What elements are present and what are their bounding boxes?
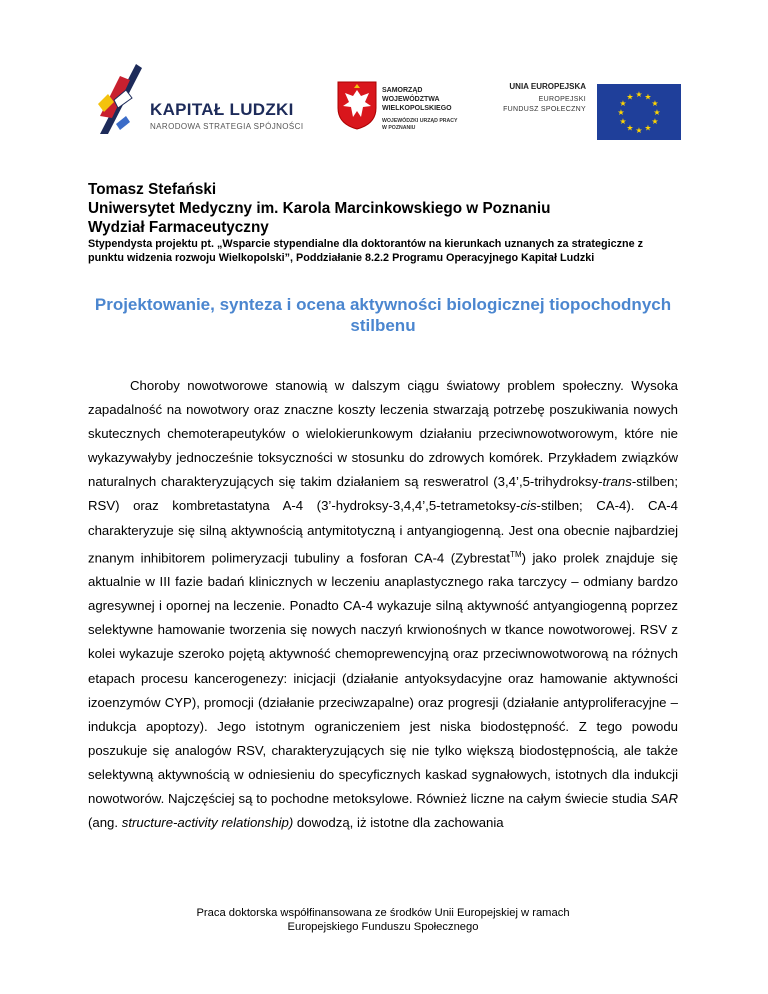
kapital-ludzki-title: KAPITAŁ LUDZKI xyxy=(150,100,294,119)
kapital-ludzki-emblem-icon xyxy=(96,64,148,136)
wup-line2: W POZNANIU xyxy=(382,124,416,131)
svg-text:★: ★ xyxy=(635,90,643,99)
kapital-ludzki-subtitle: NARODOWA STRATEGIA SPÓJNOŚCI xyxy=(150,122,304,131)
body-text-6: dowodzą, iż istotne dla zachowania xyxy=(293,815,504,831)
sar-full-italic: structure-activity relationship) xyxy=(121,815,294,831)
svg-text:★: ★ xyxy=(619,117,627,126)
svg-text:★: ★ xyxy=(644,92,652,102)
footer-line2: Europejskiego Funduszu Społecznego xyxy=(287,921,479,933)
funding-footer xyxy=(88,906,678,934)
body-text-1: Choroby nowotworowe stanowią w dalszym ciągu światowy problem społeczny. Wysoka zapadalność na nowotwory oraz znaczne koszty leczenia stwarzają potrzebę poszukiwania nowych skutecznych chemoterapeutyków o wielokierunkowym działaniu przeciwnowotworowym, które nie wykazywałyby jednocześnie toksyczności w stosunku do zdrowych komórek. Przykładem związków naturalnych charakteryzujących się takim działaniem są resweratrol (3,4’,5-trihydroksy- xyxy=(88,378,678,490)
svg-text:★: ★ xyxy=(653,108,661,117)
kapital-ludzki-logo xyxy=(96,64,316,144)
author-block xyxy=(88,180,550,237)
author-university: Uniwersytet Medyczny im. Karola Marcinkowskiego w Poznaniu xyxy=(88,200,551,217)
eu-logo xyxy=(491,82,681,142)
sar-italic: SAR xyxy=(650,790,678,806)
body-text-5: (ang. xyxy=(88,815,122,831)
eu-fund-line1: EUROPEJSKI xyxy=(538,96,586,103)
footer-line1: Praca doktorska współfinansowana ze środków Unii Europejskiej w ramach xyxy=(196,907,570,919)
body-text-2: -stilben; RSV) oraz kombretastatyna A-4 (3’-hydroksy-3,4,4’,5-tetrametoksy- xyxy=(88,474,678,514)
cis-italic: cis xyxy=(520,498,537,514)
svg-text:★: ★ xyxy=(617,108,625,117)
trans-italic: trans xyxy=(602,474,632,490)
eu-flag-icon xyxy=(597,84,681,140)
svg-text:★: ★ xyxy=(619,99,627,108)
author-faculty: Wydział Farmaceutyczny xyxy=(88,219,269,236)
body-paragraph xyxy=(88,374,678,835)
svg-text:★: ★ xyxy=(626,123,634,133)
body-text-3: -stilben; CA-4). CA-4 charakteryzuje się silną aktywnością antymitotyczną i antyangiogenną. Jest ona obecnie najbardziej znanym inhibitorem polimeryzacji tubuliny a fosforan CA-4 (Zybrestat xyxy=(88,498,678,566)
eagle-coat-of-arms-icon xyxy=(336,80,378,130)
abstract-paragraph xyxy=(88,374,678,835)
wielkopolska-line1: SAMORZĄD WOJEWÓDZTWA xyxy=(382,87,440,103)
svg-text:★: ★ xyxy=(635,126,643,135)
document-title: Projektowanie, synteza i ocena aktywności biologicznej tiopochodnych stilbenu xyxy=(94,295,672,335)
eu-fund-line2: FUNDUSZ SPOŁECZNY xyxy=(503,106,586,113)
svg-text:★: ★ xyxy=(626,92,634,102)
svg-text:★: ★ xyxy=(651,99,659,108)
body-text-4: ) jako prolek znajduje się aktualnie w III fazie badań klinicznych w leczeniu anaplastycznego raka tarczycy – odmiany bardzo agresywnej i opornej na leczenie. Ponadto CA-4 wykazuje silną aktywność antyangiogenną poprzez selektywne hamowanie tworzenia się nowych naczyń krwionośnych w tkance nowotworowej. RSV z kolei wykazuje szeroko pojętą aktywność chemoprewencyjną oraz przeciwnowotworową na różnych etapach procesu kancerogenezy: inicjacji (działanie antyoksydacyjne oraz hamowanie aktywności izoenzymów CYP), promocji (działanie przeciwzapalne) oraz progresji (działanie antyproliferacyjne – indukcja apoptozy). Jego istotnym ograniczeniem jest niska biodostępność. Z tego powodu poszukuje się analogów RSV, charakteryzujących się nie tylko większą biodostępnością, ale także selektywną aktywnością w odniesieniu do specyficznych kaskad sygnałowych, istotnych dla indukcji nowotworów. Najczęściej są to pochodne metoksylowe. Również liczne na całym świecie studia xyxy=(88,550,679,806)
trademark-superscript: TM xyxy=(510,549,522,559)
wup-name xyxy=(382,118,458,131)
logo-bar xyxy=(96,50,676,150)
eu-name: UNIA EUROPEJSKA xyxy=(509,82,586,91)
stipend-note: Stypendysta projektu pt. „Wsparcie stypendialne dla doktorantów na kierunkach uznanych za strategiczne z punktu widzenia rozwoju Wielkopolski”, Poddziałanie 8.2.2 Programu Operacyjnego Kapitał Ludzki xyxy=(88,238,643,264)
author-name: Tomasz Stefański xyxy=(88,181,217,198)
svg-text:★: ★ xyxy=(651,117,659,126)
svg-text:★: ★ xyxy=(644,123,652,133)
wielkopolska-logo xyxy=(336,80,476,160)
wup-line1: WOJEWÓDZKI URZĄD PRACY xyxy=(382,118,458,124)
wielkopolska-line2: WIELKOPOLSKIEGO xyxy=(382,105,452,112)
wielkopolska-name xyxy=(382,86,476,113)
